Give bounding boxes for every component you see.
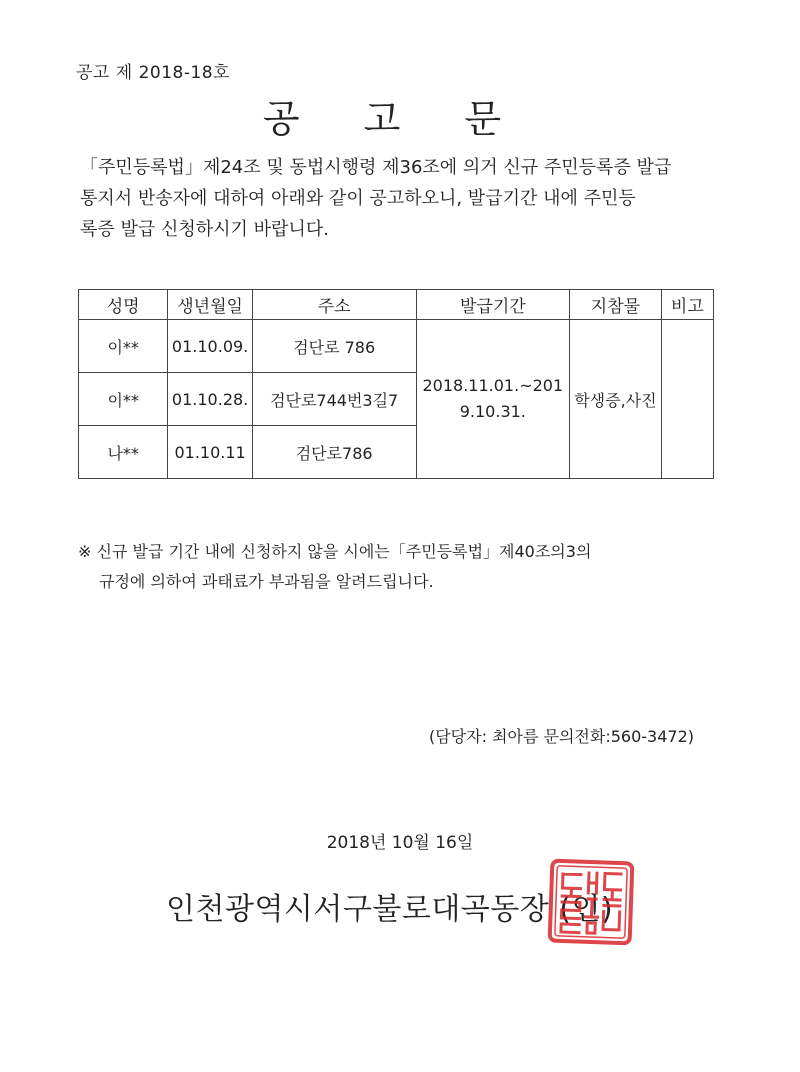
- footnote-line: ※ 신규 발급 기간 내에 신청하지 않을 시에는「주민등록법」제40조의3의: [78, 542, 592, 561]
- applicant-table: [78, 289, 714, 479]
- contact-info: (담당자: 최아름 문의전화:560-3472): [428, 727, 694, 746]
- cell-address: 검단로 786: [252, 320, 416, 373]
- cell-birth: 01.10.09.: [168, 320, 252, 373]
- period-line: 2018.11.01.~201: [422, 376, 564, 395]
- header-address: 주소: [252, 290, 416, 320]
- intro-line: 록증 발급 신청하시기 바랍니다.: [80, 219, 329, 240]
- header-note: 비고: [661, 290, 713, 320]
- table-header-row: [79, 290, 714, 320]
- cell-name: 이**: [79, 320, 168, 373]
- issuer-name: 인천광역시서구불로대곡동장 (인): [166, 892, 614, 927]
- page-title: 공 고 문: [262, 97, 528, 141]
- cell-address: 검단로744번3길7: [252, 373, 416, 426]
- header-name: 성명: [79, 290, 168, 320]
- footnote: [78, 537, 718, 597]
- header-period: 발급기간: [416, 290, 570, 320]
- intro-line: 「주민등록법」제24조 및 동법시행령 제36조에 의거 신규 주민등록증 발급: [80, 157, 672, 178]
- cell-address: 검단로786: [252, 426, 416, 479]
- table-row: [79, 320, 714, 373]
- issue-date: 2018년 10월 16일: [326, 833, 474, 853]
- cell-name: 이**: [79, 373, 168, 426]
- period-line: 9.10.31.: [459, 402, 526, 421]
- cell-period: [416, 320, 570, 479]
- header-items: 지참물: [570, 290, 662, 320]
- notice-number: 공고 제 2018-18호: [76, 63, 231, 83]
- official-seal-icon: [547, 858, 636, 947]
- intro-paragraph: [80, 152, 720, 245]
- intro-line: 통지서 반송자에 대하여 아래와 같이 공고하오니, 발급기간 내에 주민등: [80, 188, 636, 209]
- cell-birth: 01.10.11: [168, 426, 252, 479]
- header-birth: 생년월일: [168, 290, 252, 320]
- footnote-line: 규정에 의하여 과태료가 부과됨을 알려드립니다.: [99, 572, 434, 591]
- cell-items: 학생증,사진: [570, 320, 662, 479]
- cell-note: [661, 320, 713, 479]
- cell-birth: 01.10.28.: [168, 373, 252, 426]
- cell-name: 나**: [79, 426, 168, 479]
